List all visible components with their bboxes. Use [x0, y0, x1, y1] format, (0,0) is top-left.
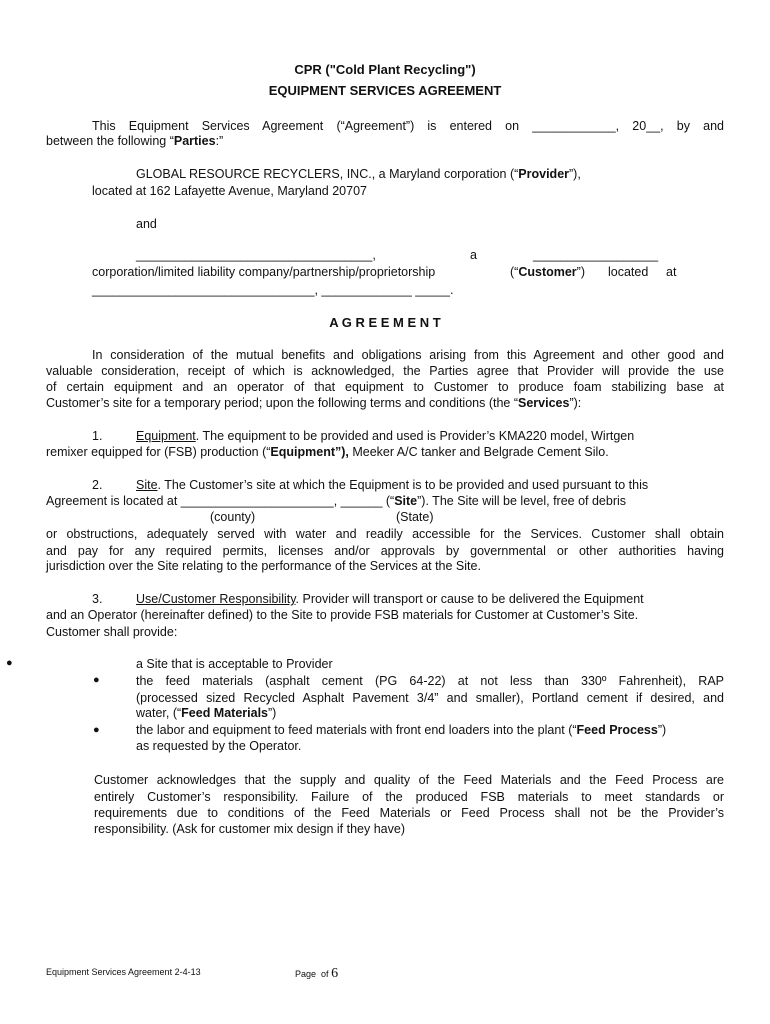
- feed-process-label: Feed Process: [576, 723, 658, 737]
- provider-address: located at 162 Lafayette Avenue, Maryland 20707: [92, 184, 367, 198]
- bullet-3-line-1: the labor and equipment to feed materials with front end loaders into the plant (“Feed Process”): [136, 723, 667, 737]
- section-2-line-4: and pay for any required permits, licenses and/or approvals by governmental or other authorities having: [46, 544, 724, 558]
- section-3-heading: Use/Customer Responsibility: [136, 592, 296, 606]
- bullet-2-line-2: (processed sized Recycled Asphalt Pavement 3/4” and smaller), Portland cement if desired, and: [136, 691, 724, 705]
- feed-materials-label: Feed Materials: [181, 706, 268, 720]
- ack-line-2: entirely Customer’s responsibility. Failure of the produced FSB materials to meet standards or: [94, 790, 724, 804]
- section-2-line-1: Site. The Customer’s site at which the Equipment is to be provided and used pursuant to this: [136, 478, 649, 492]
- section-3-line-3: Customer shall provide:: [46, 625, 178, 639]
- ack-line-4: responsibility. (Ask for customer mix design if they have): [94, 822, 405, 836]
- footer-page-number: Page of 6: [295, 966, 339, 981]
- bullet-dot-icon: ●: [93, 674, 100, 686]
- bullet-2-line-3: water, (“Feed Materials”): [136, 706, 277, 720]
- customer-address-blank: ________________________________, _____________ _____.: [92, 283, 454, 297]
- parties-label: Parties: [173, 134, 216, 148]
- consideration-line-2: valuable consideration, receipt of which is acknowledged, the Parties agree that Provider will provide the use: [46, 364, 724, 378]
- intro-line-2: between the following “Parties:”: [46, 134, 224, 148]
- site-label: Site: [394, 494, 418, 508]
- section-2-line-5: jurisdiction over the Site relating to the performance of the Services at the Site.: [46, 559, 481, 573]
- customer-at: at: [666, 265, 677, 279]
- consideration-line-3: of certain equipment and an operator of that equipment to Customer to produce foam stabilizing base at: [46, 380, 724, 394]
- customer-label-wrap: (“Customer”): [510, 265, 585, 279]
- section-2-line-2: Agreement is located at ______________________, ______ (“Site”). The Site will be level, free of debris: [46, 494, 627, 508]
- bullet-1-text: a Site that is acceptable to Provider: [136, 657, 333, 671]
- bullet-dot-icon: ●: [6, 657, 13, 669]
- section-2-heading: Site: [136, 478, 158, 492]
- title-line-2: EQUIPMENT SERVICES AGREEMENT: [268, 83, 502, 98]
- section-3-line-1: Use/Customer Responsibility. Provider will transport or cause to be delivered the Equipment: [136, 592, 644, 606]
- consideration-line-1: In consideration of the mutual benefits and obligations arising from this Agreement and other good and: [92, 348, 724, 362]
- customer-a: a: [470, 248, 477, 262]
- section-1-number: 1.: [92, 429, 103, 443]
- intro-line-1: This Equipment Services Agreement (“Agreement”) is entered on ____________, 20__, by and: [92, 119, 724, 133]
- title-line-1: CPR ("Cold Plant Recycling"): [294, 62, 476, 77]
- consideration-line-4: Customer’s site for a temporary period; upon the following terms and conditions (the “Services”):: [46, 396, 582, 410]
- bullet-2-line-1: the feed materials (asphalt cement (PG 64-22) at not less than 330º Fahrenheit), RAP: [136, 674, 724, 688]
- county-caption: (county): [210, 510, 256, 524]
- section-3-line-2: and an Operator (hereinafter defined) to the Site to provide FSB materials for Customer at Customer’s Site.: [46, 608, 639, 622]
- section-1-line-1: Equipment. The equipment to be provided and used is Provider’s KMA220 model, Wirtgen: [136, 429, 635, 443]
- customer-label: Customer: [518, 265, 577, 279]
- section-1-line-2: remixer equipped for (FSB) production (“Equipment”), Meeker A/C tanker and Belgrade Cement Silo.: [46, 445, 609, 459]
- footer-document-name: Equipment Services Agreement 2-4-13: [46, 967, 201, 977]
- section-3-number: 3.: [92, 592, 103, 606]
- provider-label: Provider: [518, 167, 570, 181]
- customer-type-blank: __________________: [533, 248, 659, 262]
- equipment-label: Equipment”),: [270, 445, 349, 459]
- section-1-heading: Equipment: [136, 429, 196, 443]
- customer-entity-types: corporation/limited liability company/partnership/proprietorship: [92, 265, 436, 279]
- ack-line-3: requirements due to conditions of the Feed Materials or Feed Process shall not be the Provider’s: [94, 806, 724, 820]
- and-text: and: [136, 217, 157, 231]
- footer-total-pages: 6: [331, 966, 339, 981]
- bullet-3-line-2: as requested by the Operator.: [136, 739, 302, 753]
- customer-name-blank: __________________________________,: [136, 248, 376, 262]
- provider-line-1: GLOBAL RESOURCE RECYCLERS, INC., a Maryland corporation (“Provider”),: [136, 167, 581, 181]
- ack-line-1: Customer acknowledges that the supply and quality of the Feed Materials and the Feed Process are: [94, 773, 724, 787]
- customer-located: located: [608, 265, 649, 279]
- section-2-number: 2.: [92, 478, 103, 492]
- section-2-line-3: or obstructions, adequately served with water and readily accessible for the Services. Customer shall obtain: [46, 527, 724, 541]
- agreement-heading: A G R E E M E N T: [329, 315, 441, 330]
- bullet-dot-icon: ●: [93, 724, 100, 736]
- services-label: Services: [518, 396, 570, 410]
- state-caption: (State): [396, 510, 434, 524]
